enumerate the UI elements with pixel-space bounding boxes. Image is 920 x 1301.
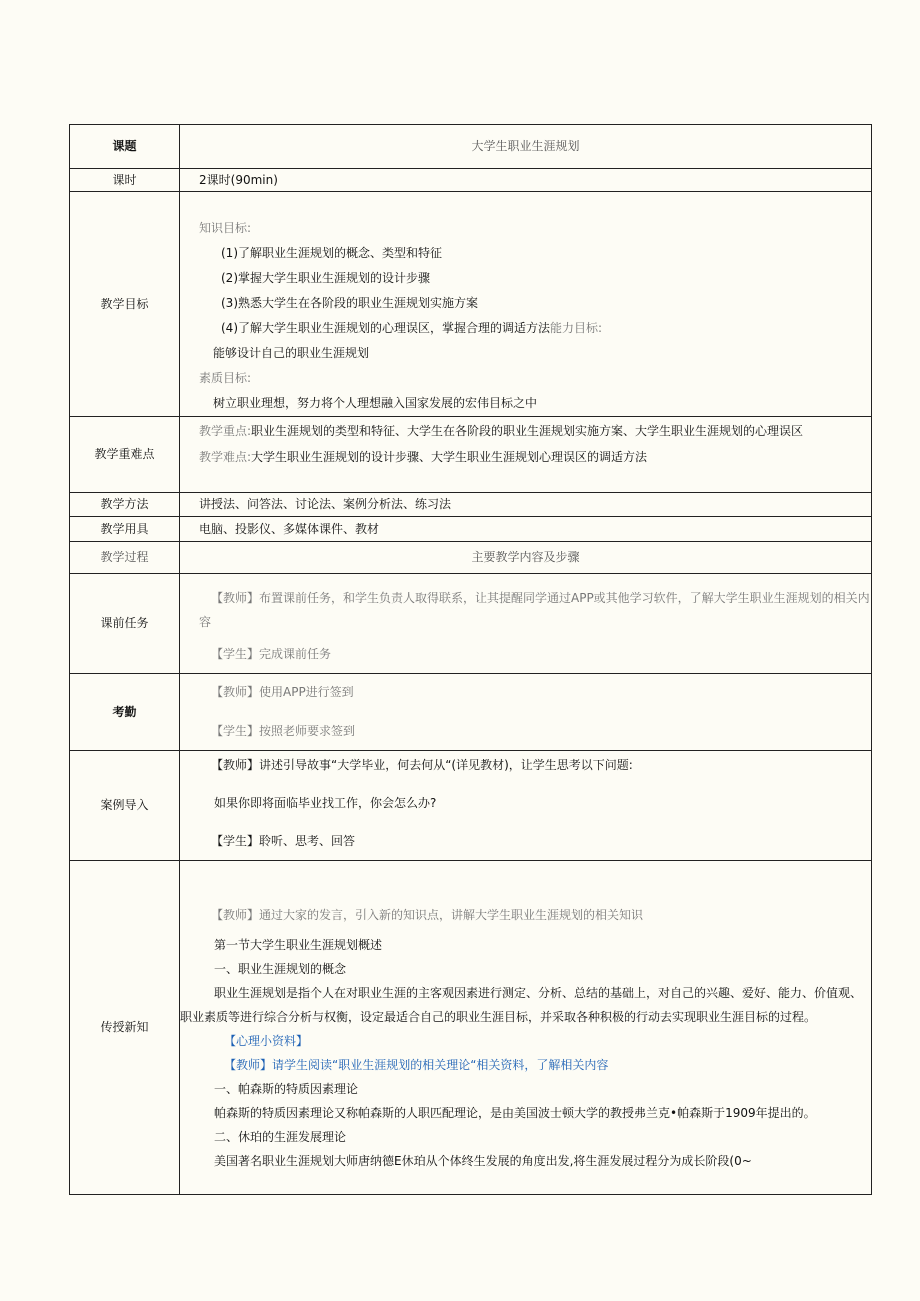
hours-value: 2课时(90min) — [180, 169, 872, 192]
knowledge-heading: 知识目标: — [199, 221, 252, 235]
methods-label: 教学方法 — [70, 493, 180, 517]
keypoints-label: 教学重难点 — [70, 417, 180, 493]
key-points — [180, 419, 867, 443]
topic-label: 课题 — [70, 125, 180, 169]
pretask-teacher: 【教师】布置课前任务，和学生负责人取得联系，让其提醒同学通过APP或其他学习软件，了解大学生职业生涯规划的相关内容 — [199, 591, 870, 629]
heading-concept: 一、职业生涯规划的概念 — [214, 962, 347, 976]
key-text: 职业生涯规划的类型和特征、大学生在各阶段的职业生涯规划实施方案、大学生职业生涯规划的心理误区 — [251, 424, 804, 438]
row-goals — [70, 192, 872, 417]
quality-heading: 素质目标: — [199, 371, 252, 385]
attendance-student: 【学生】按照老师要求签到 — [211, 724, 356, 738]
goals-content — [180, 192, 872, 417]
goal-item: (1)了解职业生涯规划的概念、类型和特征 — [221, 246, 442, 260]
new-teacher: 【教师】通过大家的发言，引入新的知识点，讲解大学生职业生涯规划的相关知识 — [211, 908, 644, 922]
row-attendance — [70, 674, 872, 751]
heading-super: 二、休珀的生涯发展理论 — [214, 1130, 347, 1144]
paragraph-concept: 职业生涯规划是指个人在对职业生涯的主客观因素进行测定、分析、总结的基础上，对自己的兴趣、爱好、能力、价值观、职业素质等进行综合分析与权衡，设定最适合自己的职业生涯目标，并采取各种积极的行动去实现职业生涯目标的过程。 — [180, 986, 863, 1024]
attendance-content — [180, 674, 872, 751]
heading-parsons: 一、帕森斯的特质因素理论 — [214, 1082, 359, 1096]
attendance-label: 考勤 — [70, 674, 180, 751]
pretask-label: 课前任务 — [70, 574, 180, 674]
tools-value: 电脑、投影仪、多媒体课件、教材 — [180, 517, 872, 542]
methods-value: 讲授法、问答法、讨论法、案例分析法、练习法 — [180, 493, 872, 517]
row-topic — [70, 125, 872, 169]
diff-prefix: 教学难点: — [199, 450, 252, 464]
goal-item-4-text: (4)了解大学生职业生涯规划的心理误区，掌握合理的调适方法 — [221, 321, 551, 335]
row-hours — [70, 169, 872, 192]
difficult-points — [180, 445, 867, 469]
lesson-plan-table — [69, 124, 872, 1195]
goal-item: (2)掌握大学生职业生涯规划的设计步骤 — [221, 271, 430, 285]
key-prefix: 教学重点: — [199, 424, 252, 438]
row-keypoints — [70, 417, 872, 493]
page-title: 大学生职业生涯规划 — [180, 125, 872, 169]
case-teacher: 【教师】讲述引导故事“大学毕业，何去何从“(详见教材)，让学生思考以下问题: — [211, 758, 633, 772]
process-heading: 主要教学内容及步骤 — [180, 542, 872, 574]
ability-text: 能够设计自己的职业生涯规划 — [213, 346, 370, 360]
row-pretask — [70, 574, 872, 674]
pretask-content — [180, 574, 872, 674]
row-process — [70, 542, 872, 574]
case-content — [180, 751, 872, 861]
diff-text: 大学生职业生涯规划的设计步骤、大学生职业生涯规划心理误区的调适方法 — [251, 450, 648, 464]
hours-label: 课时 — [70, 169, 180, 192]
goal-item-4 — [199, 316, 871, 341]
new-teacher-2: 【教师】请学生阅读“职业生涯规划的相关理论“相关资料，了解相关内容 — [224, 1058, 609, 1072]
tools-label: 教学用具 — [70, 517, 180, 542]
ability-heading: 能力目标: — [550, 321, 603, 335]
psy-note: 【心理小资料】 — [224, 1034, 309, 1048]
goal-item: (3)熟悉大学生在各阶段的职业生涯规划实施方案 — [221, 296, 478, 310]
process-label: 教学过程 — [70, 542, 180, 574]
keypoints-content — [180, 417, 872, 493]
goals-label: 教学目标 — [70, 192, 180, 417]
paragraph-parsons: 帕森斯的特质因素理论又称帕森斯的人职匹配理论，是由美国波士顿大学的教授弗兰克•帕森斯于1909年提出的。 — [214, 1106, 816, 1120]
new-knowledge-content — [180, 861, 872, 1195]
new-knowledge-label: 传授新知 — [70, 861, 180, 1195]
attendance-teacher: 【教师】使用APP进行签到 — [211, 685, 354, 699]
section-title: 第一节大学生职业生涯规划概述 — [214, 938, 383, 952]
row-new-knowledge — [70, 861, 872, 1195]
paragraph-super: 美国著名职业生涯规划大师唐纳德E休珀从个体终生发展的角度出发,将生涯发展过程分为成长阶段(0~ — [214, 1154, 752, 1168]
case-label: 案例导入 — [70, 751, 180, 861]
row-methods — [70, 493, 872, 517]
case-question: 如果你即将面临毕业找工作，你会怎么办? — [214, 796, 437, 810]
row-case — [70, 751, 872, 861]
case-student: 【学生】聆听、思考、回答 — [211, 834, 356, 848]
row-tools — [70, 517, 872, 542]
pretask-student: 【学生】完成课前任务 — [211, 647, 332, 661]
quality-text: 树立职业理想，努力将个人理想融入国家发展的宏伟目标之中 — [213, 396, 538, 410]
